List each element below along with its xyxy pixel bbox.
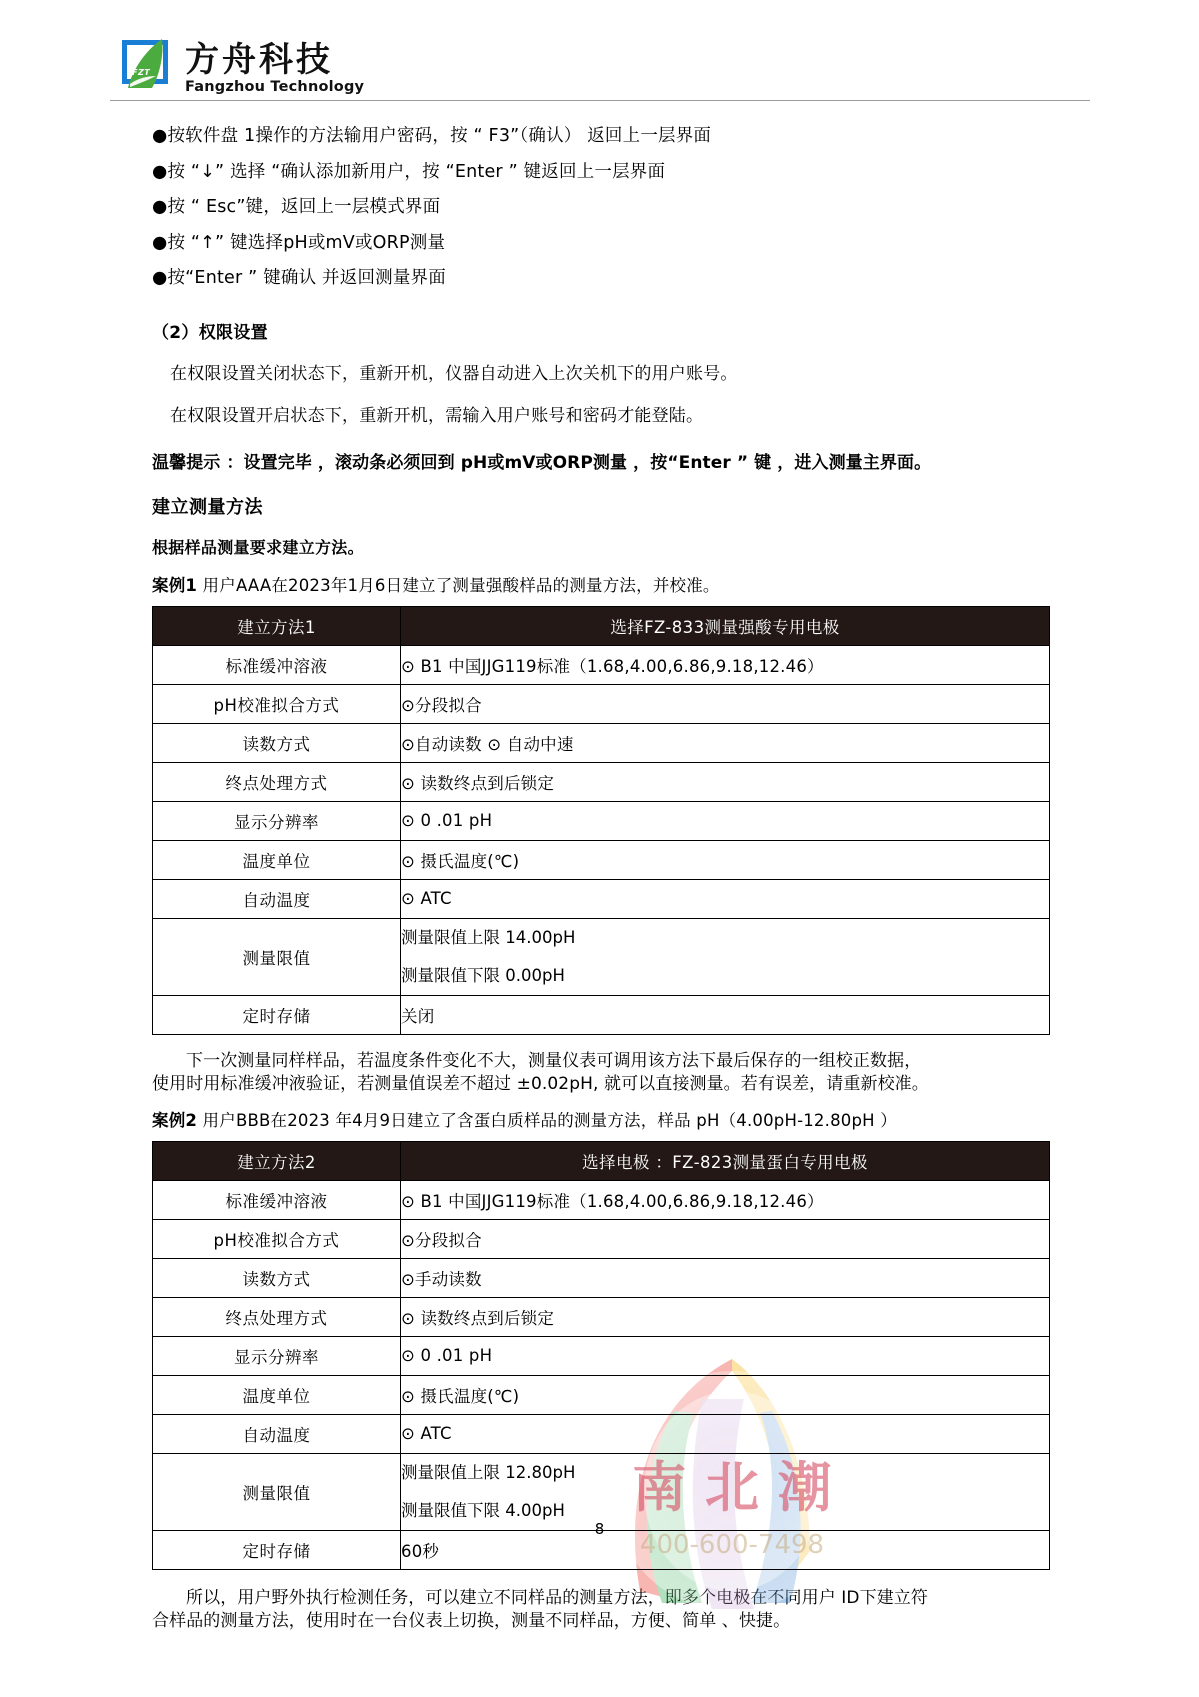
table2-header-col2: 选择电极 ：FZ-823测量蛋白专用电极 [401, 1141, 1050, 1180]
table-row [153, 645, 1050, 684]
table-row [153, 879, 1050, 918]
table1-limit-upper: 测量限值上限 14.00pH [401, 927, 576, 947]
case1-intro [152, 572, 1062, 596]
table-row [153, 723, 1050, 762]
list-item: ●按“Enter ” 键确认 并返回测量界面 [152, 268, 446, 288]
permission-paragraph-2: 在权限设置开启状态下，重新开机，需输入用户账号和密码才能登陆。 [170, 405, 704, 426]
table2-limit-lower: 测量限值下限 4.00pH [401, 1500, 565, 1520]
table-row [153, 995, 1050, 1034]
table2-row6-key: 自动温度 [153, 1414, 401, 1453]
table2-row4-value: ⊙ 0 .01 pH [401, 1336, 1050, 1375]
table1-row5-value: ⊙ 摄氏温度(℃) [401, 840, 1050, 879]
table1-row2-key: 读数方式 [153, 723, 401, 762]
table-row [153, 762, 1050, 801]
case1-note-1: 下一次测量同样样品，若温度条件变化不大，测量仪表可调用该方法下最后保存的一组校正数据， [186, 1050, 922, 1071]
table2-header-col1: 建立方法2 [153, 1141, 401, 1180]
table2-row4-key: 显示分辨率 [153, 1336, 401, 1375]
table1-header-col1: 建立方法1 [153, 606, 401, 645]
table-row [153, 1530, 1050, 1569]
table1-row6-key: 自动温度 [153, 879, 401, 918]
table-row [153, 1297, 1050, 1336]
section-heading-permission: （2）权限设置 [152, 322, 268, 343]
table1-row2-value: ⊙自动读数 ⊙ 自动中速 [401, 723, 1050, 762]
table2-row0-value: ⊙ B1 中国JJG119标准（1.68,4.00,6.86,9.18,12.46） [401, 1180, 1050, 1219]
table2-row3-value: ⊙ 读数终点到后锁定 [401, 1297, 1050, 1336]
company-logo [118, 36, 364, 94]
logo-mark-icon [118, 36, 176, 94]
case2-text: 用户BBB在2023 年4月9日建立了含蛋白质样品的测量方法，样品 pH（4.00pH-12.80pH ） [202, 1110, 897, 1130]
list-item: ●按 “↑” 键选择pH或mV或ORP测量 [152, 232, 446, 253]
logo-english-name: Fangzhou Technology [185, 78, 365, 95]
table-row [153, 1336, 1050, 1375]
table2-row8-key: 定时存储 [153, 1530, 401, 1569]
watermark-text: 南 北 潮 [632, 1455, 832, 1519]
table-row [153, 1375, 1050, 1414]
tip-notice: 温馨提示 ：设置完毕 ，滚动条必须回到 pH或mV或ORP测量 ，按“Enter ” 键 ，进入测量主界面。 [152, 452, 932, 473]
section-subheading-method: 根据样品测量要求建立方法。 [152, 537, 364, 557]
table1-row0-value: ⊙ B1 中国JJG119标准（1.68,4.00,6.86,9.18,12.46） [401, 645, 1050, 684]
table-row [153, 918, 1050, 995]
table2-row6-value: ⊙ ATC [401, 1414, 1050, 1453]
case2-intro [152, 1107, 1062, 1131]
table1-row1-value: ⊙分段拟合 [401, 684, 1050, 723]
table-row [153, 1453, 1050, 1530]
list-item: ●按软件盘 1操作的方法输用户密码，按 “ F3”（确认） 返回上一层界面 [152, 126, 712, 146]
section-heading-method: 建立测量方法 [152, 496, 263, 518]
table-row [153, 801, 1050, 840]
table-row [153, 1414, 1050, 1453]
case2-label: 案例2 [152, 1110, 198, 1130]
method-table-1 [152, 606, 1050, 1035]
closing-paragraph-1: 所以，用户野外执行检测任务，可以建立不同样品的测量方法，即多个电极在不同用户 ID下建立符 [186, 1587, 929, 1608]
table2-row2-value: ⊙手动读数 [401, 1258, 1050, 1297]
logo-chinese-name: 方舟科技 [185, 39, 333, 80]
watermark-phone: 400-600-7498 [639, 1529, 825, 1560]
sail-leaf-icon [126, 38, 168, 92]
case1-text: 用户AAA在2023年1月6日建立了测量强酸样品的测量方法，并校准。 [202, 575, 720, 595]
table-row [153, 1180, 1050, 1219]
table1-row8-value: 关闭 [401, 995, 1050, 1034]
table1-row0-key: 标准缓冲溶液 [153, 645, 401, 684]
table1-header-col2: 选择FZ-833测量强酸专用电极 [401, 606, 1050, 645]
table1-row6-value: ⊙ ATC [401, 879, 1050, 918]
method-table-2 [152, 1141, 1050, 1570]
table1-row4-key: 显示分辨率 [153, 801, 401, 840]
table-row [153, 684, 1050, 723]
table2-row1-key: pH校准拟合方式 [153, 1219, 401, 1258]
case1-note-2: 使用时用标准缓冲液验证，若测量值误差不超过 ±0.02pH, 就可以直接测量。若有误差，请重新校准。 [152, 1073, 929, 1094]
page-number: 8 [594, 1520, 605, 1538]
table-header-row [153, 606, 1050, 645]
table1-row3-value: ⊙ 读数终点到后锁定 [401, 762, 1050, 801]
page-header [0, 0, 1199, 104]
table2-row7-value [401, 1453, 1050, 1530]
table1-row1-key: pH校准拟合方式 [153, 684, 401, 723]
list-item: ●按 “↓” 选择 “确认添加新用户，按 “Enter ” 键返回上一层界面 [152, 161, 666, 182]
table2-row2-key: 读数方式 [153, 1258, 401, 1297]
table2-row1-value: ⊙分段拟合 [401, 1219, 1050, 1258]
table1-row7-key: 测量限值 [153, 918, 401, 995]
table-header-row [153, 1141, 1050, 1180]
table1-row3-key: 终点处理方式 [153, 762, 401, 801]
table1-limit-lower: 测量限值下限 0.00pH [401, 965, 565, 985]
table-row [153, 1219, 1050, 1258]
table2-limit-upper: 测量限值上限 12.80pH [401, 1462, 576, 1482]
list-item: ●按 “ Esc”键，返回上一层模式界面 [152, 197, 441, 217]
logo-wordmark [185, 39, 365, 95]
header-divider [110, 100, 1090, 101]
table2-row0-key: 标准缓冲溶液 [153, 1180, 401, 1219]
table1-row7-value [401, 918, 1050, 995]
content-column [152, 128, 1062, 1636]
table1-row4-value: ⊙ 0 .01 pH [401, 801, 1050, 840]
table2-row7-key: 测量限值 [153, 1453, 401, 1530]
case1-label: 案例1 [152, 575, 198, 595]
page-content [0, 104, 1199, 1644]
closing-paragraph-2: 合样品的测量方法，使用时在一台仪表上切换，测量不同样品，方便、简单 、快捷。 [152, 1611, 791, 1632]
table-row [153, 1258, 1050, 1297]
table-row [153, 840, 1050, 879]
logo-badge-text: FZT [132, 68, 151, 77]
table2-row8-value: 60秒 [401, 1530, 1050, 1569]
table2-row5-key: 温度单位 [153, 1375, 401, 1414]
table2-row3-key: 终点处理方式 [153, 1297, 401, 1336]
table1-row5-key: 温度单位 [153, 840, 401, 879]
permission-paragraph-1: 在权限设置关闭状态下，重新开机，仪器自动进入上次关机下的用户账号。 [170, 363, 738, 384]
table2-row5-value: ⊙ 摄氏温度(℃) [401, 1375, 1050, 1414]
table1-row8-key: 定时存储 [153, 995, 401, 1034]
